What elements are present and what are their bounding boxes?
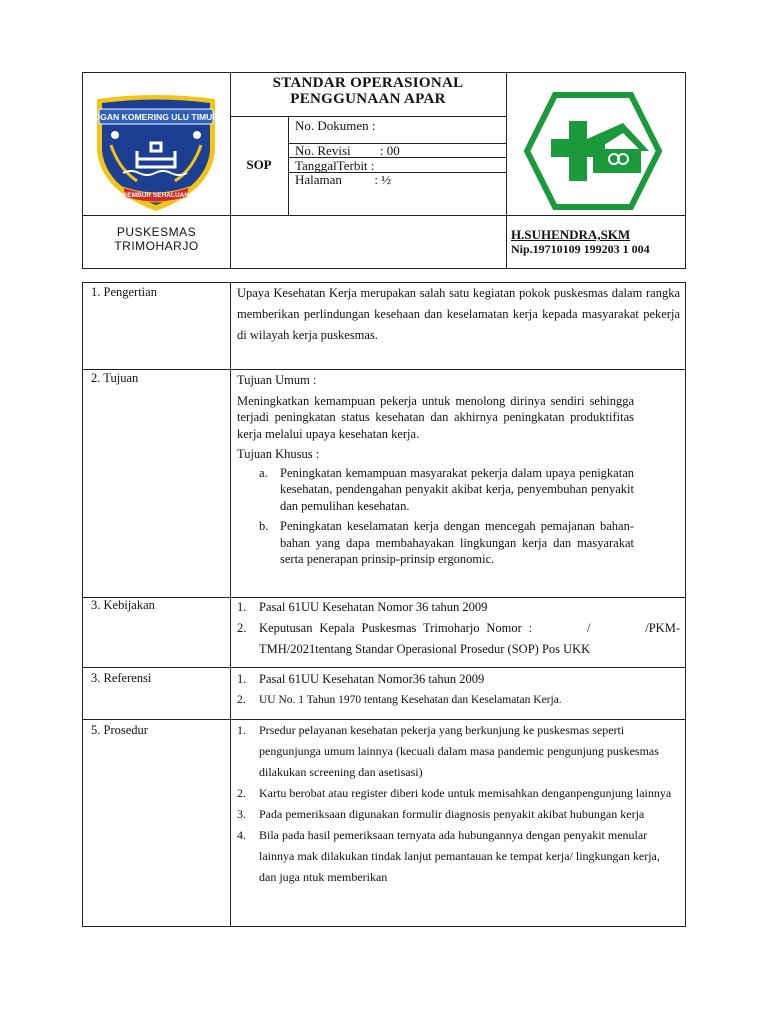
list-item-number: b. [259,519,269,533]
section-content-tujuan [237,372,680,568]
list-item-number: 1. [237,672,247,686]
table-row-divider [83,667,685,668]
table-column-divider [230,283,231,926]
section-label-referensi: 3. Referensi [91,671,152,685]
emblem-left-star [111,131,119,139]
prosedur-item [237,720,680,783]
section-label-kebijakan: 3. Kebijakan [91,598,155,612]
regional-emblem-logo [93,93,219,215]
tujuan-umum-text: Meningkatkan kemampuan pekerja untuk menolong dirinya sendiri sehingga terjadi peningkatan status kesehatan dan akhirnya peningkatan produktifitas kerja melalui upaya kesehatan kerja. [237,393,634,441]
list-item-text: Peningkatan keselamatan kerja dengan mencegah pemajanan bahan-bahan yang dapa membahayakan lingkungan kerja dan masyarakat serta penerapan prinsip-prinsip ergonomic. [280,519,634,566]
sop-label: SOP [246,157,272,172]
kebijakan-item [237,597,680,618]
section-label-prosedur: 5. Prosedur [91,723,148,737]
signer-nip: Nip.19710109 199203 1 004 [511,242,650,256]
kebijakan-item [237,618,680,660]
puskesmas-name-line: TRIMOHARJO [114,239,199,253]
emblem-banner-text: OGAN KOMERING ULU TIMUR [93,112,219,122]
header-divider [230,116,506,117]
document-title-line: PENGGUNAAN APAR [290,91,446,107]
list-item-text: UU No. 1 Tahun 1970 tentang Kesehatan dan Keselamatan Kerja. [259,694,562,706]
list-item-number: 2. [237,621,247,635]
puskesmas-name-line: PUSKESMAS [116,225,197,239]
prosedur-item [237,825,680,888]
list-item-number: 1. [237,600,247,614]
header-divider [288,116,289,215]
list-item-number: 3. [237,807,246,821]
signer-name: H.SUHENDRA,SKM [511,227,631,242]
section-content-referensi [237,669,680,711]
pengertian-text: Upaya Kesehatan Kerja merupakan salah satu kegiatan pokok puskesmas dalam rangka memberikan perlindungan kesehaan dan keselamatan kerja kepada masyarakat pekerja di wilayah kerja puskesmas. [237,286,680,342]
list-item-number: 4. [237,828,246,842]
document-title-line: STANDAR OPERASIONAL [272,75,464,91]
prosedur-item [237,783,680,804]
section-content-kebijakan [237,597,680,660]
puskesmas-logo [523,89,663,213]
section-label-pengertian: 1. Pengertian [91,285,157,299]
list-item-text: Kartu berobat atau register diberi kode untuk memisahkan denganpengunjung lainnya [259,786,672,800]
list-item-text: Pasal 61UU Kesehatan Nomor36 tahun 2009 [259,672,485,686]
referensi-item [237,690,680,711]
list-item-number: a. [259,465,268,480]
no-dokumen-field: No. Dokumen : [295,118,376,133]
list-item-text: Pasal 61UU Kesehatan Nomor 36 tahun 2009 [259,600,488,614]
list-item-text: Keputusan Kepala Puskesmas Trimoharjo Nomor : / /PKM-TMH/2021tentang Standar Operasional Prosedur (SOP) Pos UKK [259,621,680,656]
list-item-text: Bila pada hasil pemeriksaan ternyata ada hubungannya dengan penyakit menular lainnya mak dilakukan tindak lanjut pemantauan ke tempat kerja/ lingkungan kerja, dan juga ntuk memberikan [259,828,660,884]
prosedur-item [237,804,680,825]
list-item-text: Prsedur pelayanan kesehatan pekerja yang berkunjung ke puskesmas seperti pengunjunga umum lainnya (kecuali dalam masa pandemic pengunjung puskesmas dilakukan screening dan asetisasi) [259,723,659,779]
section-content-pengertian [237,283,680,346]
header-divider [83,215,685,216]
table-row-divider [83,369,685,370]
section-content-prosedur [237,720,680,888]
list-item-text: Peningkatan kemampuan masyarakat pekerja dalam upaya penigkatan kesehatan, pendengahan penyakit akibat kerja, penyembuhan penyakit dan pemulihan kesehatan. [280,465,634,513]
tujuan-khusus-item [237,465,634,515]
emblem-right-star [193,131,201,139]
emblem-ribbon-text: SEMBUR SEHALUAN [122,192,190,199]
tujuan-umum-heading: Tujuan Umum : [237,373,317,387]
list-item-text: Pada pemeriksaan digunakan formulir diagnosis penyakit akibat hubungan kerja [259,807,645,821]
halaman-field: Halaman : ½ [295,172,392,187]
tujuan-khusus-item [237,518,634,568]
document-title [230,75,506,107]
no-revisi-field: No. Revisi : 00 [295,143,400,158]
puskesmas-name [83,225,230,253]
tanggal-terbit-field: TanggalTerbit : [295,158,375,173]
header-table [82,72,686,269]
referensi-item [237,669,680,690]
section-label-tujuan: 2. Tujuan [91,371,139,385]
header-divider [506,73,507,268]
list-item-number: 1. [237,723,246,737]
tujuan-khusus-heading: Tujuan Khusus : [237,447,320,461]
list-item-number: 2. [237,786,246,800]
procedure-table [82,282,686,927]
list-item-number: 2. [237,694,246,706]
